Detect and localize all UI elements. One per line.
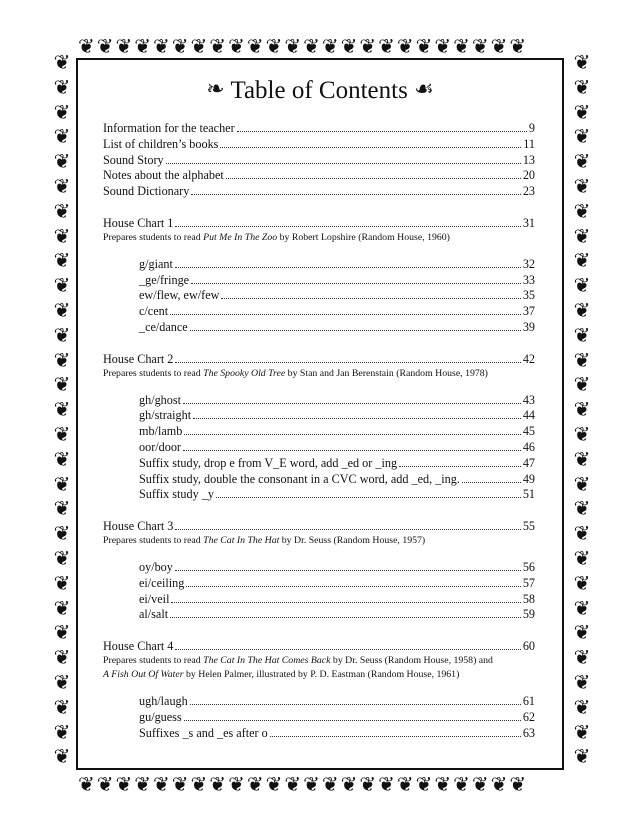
dot-leader [190, 704, 521, 705]
vine-leaf-icon: ❦ [573, 74, 591, 99]
vine-leaf-icon: ❦ [573, 248, 591, 273]
toc-subentry[interactable]: ew/flew, ew/few 35 [139, 288, 535, 303]
page-title [76, 76, 564, 105]
vine-border-left [51, 52, 73, 774]
vine-leaf-icon: ❦ [573, 421, 591, 446]
chart-note-continued: A Fish Out Of Water by Helen Palmer, illustrated by P. D. Eastman (Random House, 1961) [103, 668, 460, 680]
dot-leader [175, 362, 520, 363]
vine-leaf-icon: ❦ [53, 124, 71, 149]
toc-entry[interactable]: Sound Dictionary 23 [103, 184, 535, 199]
vine-leaf-icon: ❦ [53, 347, 71, 372]
toc-subentry[interactable]: _ge/fringe 33 [139, 272, 535, 287]
dot-leader [184, 720, 521, 721]
toc-subentry[interactable]: gu/guess 62 [139, 709, 535, 724]
chart-note: Prepares students to read The Spooky Old Tree by Stan and Jan Berenstain (Random House, 1978) [103, 367, 488, 379]
vine-leaf-icon: ❦ [53, 521, 71, 546]
vine-leaf-icon: ❦ [573, 669, 591, 694]
table-of-contents [103, 121, 535, 741]
vine-leaf-icon: ❦ [573, 223, 591, 248]
dot-leader [170, 617, 521, 618]
chart-note: Prepares students to read The Cat In The Hat Comes Back by Dr. Seuss (Random House, 1958) and [103, 654, 493, 666]
vine-leaf-icon: ❦ [573, 322, 591, 347]
vine-leaf-icon: ❦ [53, 620, 71, 645]
toc-subentry[interactable]: mb/lamb 45 [139, 424, 535, 439]
fleuron-right-icon: ☙ [414, 76, 434, 101]
vine-leaf-icon: ❦ [53, 421, 71, 446]
dot-leader [270, 736, 521, 737]
vine-leaf-icon: ❦ [573, 744, 591, 769]
vine-leaf-icon: ❦ [573, 124, 591, 149]
vine-leaf-icon: ❦ [573, 273, 591, 298]
toc-chart-heading[interactable]: House Chart 4 60 [103, 639, 535, 654]
vine-leaf-icon: ❦ [53, 744, 71, 769]
vine-leaf-icon: ❦ [573, 694, 591, 719]
vine-leaf-icon: ❦ [573, 570, 591, 595]
vine-leaf-icon: ❦ [573, 347, 591, 372]
vine-leaf-icon: ❦ [53, 645, 71, 670]
vine-leaf-icon: ❦ [53, 446, 71, 471]
dot-leader [193, 418, 521, 419]
toc-subentry[interactable]: ugh/laugh 61 [139, 693, 535, 708]
dot-leader [221, 298, 520, 299]
vine-leaf-icon: ❦ [573, 99, 591, 124]
toc-entry[interactable]: Information for the teacher 9 [103, 121, 535, 135]
dot-leader [175, 570, 521, 571]
dot-leader [226, 178, 521, 179]
chart-note: Prepares students to read Put Me In The Zoo by Robert Lopshire (Random House, 1960) [103, 231, 450, 243]
toc-subentry[interactable]: al/salt 59 [139, 607, 535, 622]
toc-subentry[interactable]: Suffixes _s and _es after o 63 [139, 725, 535, 740]
chart-note: Prepares students to read The Cat In The Hat by Dr. Seuss (Random House, 1957) [103, 534, 426, 546]
vine-leaf-icon: ❦ [573, 645, 591, 670]
vine-leaf-icon: ❦ [573, 446, 591, 471]
vine-leaf-icon: ❦ [53, 471, 71, 496]
vine-leaf-icon: ❦ [53, 223, 71, 248]
dot-leader [191, 194, 520, 195]
vine-leaf-icon: ❦ [573, 496, 591, 521]
toc-subentry[interactable]: c/cent 37 [139, 304, 535, 319]
toc-entry[interactable]: Notes about the alphabet 20 [103, 168, 535, 183]
dot-leader [166, 163, 521, 164]
vine-leaf-icon: ❦ [53, 74, 71, 99]
vine-leaf-icon: ❦ [53, 694, 71, 719]
title-text: Table of Contents [230, 77, 408, 104]
toc-subentry[interactable]: ei/ceiling 57 [139, 575, 535, 590]
dot-leader [175, 267, 521, 268]
vine-leaf-icon: ❦ [573, 521, 591, 546]
toc-subentry[interactable]: Suffix study, drop e from V_E word, add _ed or _ing 47 [139, 455, 535, 470]
dot-leader [190, 330, 521, 331]
dot-leader [175, 226, 520, 227]
vine-leaf-icon: ❦ [573, 471, 591, 496]
vine-leaf-icon: ❦ [573, 372, 591, 397]
vine-leaf-icon: ❦ [573, 397, 591, 422]
book-title: The Spooky Old Tree [203, 367, 286, 379]
vine-leaf-icon: ❦ [53, 322, 71, 347]
toc-subentry[interactable]: oor/door 46 [139, 439, 535, 454]
vine-border-bottom: ❦❦❦❦❦❦❦❦❦❦❦❦❦❦❦❦❦❦❦❦❦❦❦❦ [78, 774, 529, 796]
toc-subentry[interactable]: Suffix study _y 51 [139, 487, 535, 502]
vine-leaf-icon: ❦ [53, 595, 71, 620]
vine-leaf-icon: ❦ [573, 173, 591, 198]
book-title: Put Me In The Zoo [203, 231, 278, 243]
toc-subentry[interactable]: _ce/dance 39 [139, 319, 535, 334]
vine-leaf-icon: ❦ [573, 297, 591, 322]
vine-leaf-icon: ❦ [573, 545, 591, 570]
toc-entry[interactable]: Sound Story 13 [103, 152, 535, 167]
vine-leaf-icon: ❦ [53, 372, 71, 397]
dot-leader [175, 649, 520, 650]
toc-subentry[interactable]: gh/ghost 43 [139, 392, 535, 407]
vine-leaf-icon: ❦ [53, 297, 71, 322]
dot-leader [216, 497, 521, 498]
dot-leader [170, 314, 521, 315]
vine-leaf-icon: ❦ [573, 149, 591, 174]
vine-leaf-icon: ❦ [573, 719, 591, 744]
toc-chart-heading[interactable]: House Chart 3 55 [103, 519, 535, 534]
vine-leaf-icon: ❦ [573, 595, 591, 620]
vine-leaf-icon: ❦ [573, 52, 591, 74]
toc-subentry[interactable]: gh/straight 44 [139, 408, 535, 423]
dot-leader [220, 147, 521, 148]
dot-leader [237, 131, 527, 132]
vine-leaf-icon: ❦ [53, 669, 71, 694]
toc-chart-heading[interactable]: House Chart 2 42 [103, 351, 535, 366]
toc-subentry[interactable]: ei/veil 58 [139, 591, 535, 606]
book-title: The Cat In The Hat Comes Back [203, 654, 331, 666]
vine-leaf-icon: ❦ [53, 198, 71, 223]
dot-leader [462, 482, 521, 483]
vine-leaf-icon: ❦ [53, 719, 71, 744]
vine-leaf-icon: ❦ [53, 496, 71, 521]
vine-border-right [571, 52, 593, 774]
vine-leaf-icon: ❦ [53, 52, 71, 74]
vine-leaf-icon: ❦ [53, 173, 71, 198]
dot-leader [171, 602, 520, 603]
vine-leaf-icon: ❦ [53, 570, 71, 595]
vine-leaf-icon: ❦ [53, 99, 71, 124]
vine-leaf-icon: ❦ [53, 149, 71, 174]
vine-leaf-icon: ❦ [53, 248, 71, 273]
vine-leaf-icon: ❦ [53, 397, 71, 422]
book-title: The Cat In The Hat [203, 534, 280, 546]
toc-subentry[interactable]: g/giant 32 [139, 256, 535, 271]
fleuron-left-icon: ❧ [206, 76, 225, 101]
vine-leaf-icon: ❦ [53, 545, 71, 570]
vine-border-top: ❦❦❦❦❦❦❦❦❦❦❦❦❦❦❦❦❦❦❦❦❦❦❦❦ [78, 36, 529, 58]
dot-leader [183, 450, 521, 451]
vine-leaf-icon: ❦ [573, 198, 591, 223]
toc-entry[interactable]: List of children’s books 11 [103, 136, 535, 151]
vine-leaf-icon: ❦ [53, 273, 71, 298]
toc-subentry[interactable]: oy/boy 56 [139, 559, 535, 574]
toc-subentry[interactable]: Suffix study, double the consonant in a CVC word, add _ed, _ing. 49 [139, 471, 535, 486]
toc-chart-heading[interactable]: House Chart 1 31 [103, 215, 535, 230]
book-title: A Fish Out Of Water [103, 668, 184, 680]
vine-leaf-icon: ❦ [573, 620, 591, 645]
dot-leader [191, 283, 521, 284]
dot-leader [399, 466, 521, 467]
dot-leader [186, 586, 520, 587]
dot-leader [183, 403, 521, 404]
dot-leader [184, 434, 520, 435]
dot-leader [175, 529, 520, 530]
